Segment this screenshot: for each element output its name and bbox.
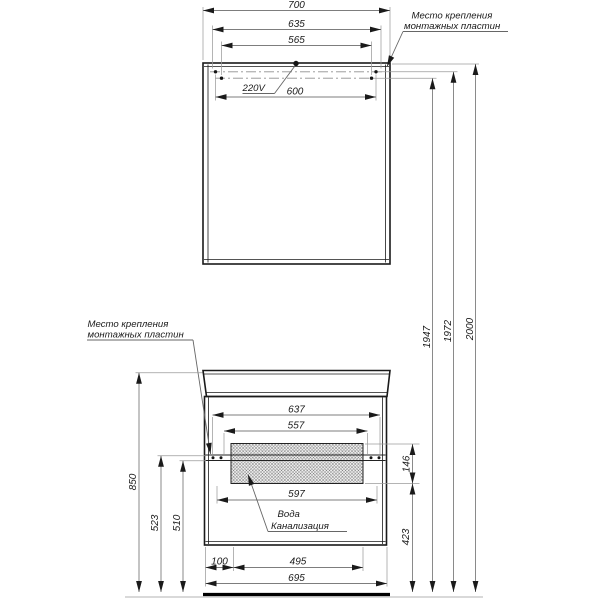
dim-text-600: 600 [286,86,304,98]
utilities-line2: Канализация [271,521,329,532]
dim-text-2000: 2000 [465,317,476,341]
power-label: 220V [242,83,265,94]
dim-text-100: 100 [211,556,228,568]
service-zone-hatch [231,444,363,484]
dim-text-557: 557 [287,420,305,432]
mounting-plates-callout-bottom [87,319,211,454]
dim-text-597: 597 [288,489,305,500]
dim-text-510: 510 [172,514,183,532]
service-zone-dimensions [365,444,420,592]
mounting-plates-bottom-line1: Место крепления [87,319,169,330]
utilities-line1: Вода [277,509,300,520]
floor [125,595,483,598]
dim-text-523: 523 [150,514,161,532]
mounting-point [214,70,217,73]
dim-text-695: 695 [288,573,305,584]
dim-text-635: 635 [288,19,305,30]
dim-text-1947: 1947 [422,325,433,349]
rail-screw-point [370,456,373,459]
dim-text-700: 700 [288,0,305,11]
callout-leader [387,32,403,67]
dim-text-495: 495 [289,556,307,568]
dim-text-565: 565 [288,35,305,46]
rail-screw-point [378,456,381,459]
mirror-dimensions [203,0,390,101]
mounting-point [220,77,223,80]
power-outlet-point [293,61,298,66]
mounting-plates-top-line1: Место крепления [411,10,493,22]
mounting-plates-bottom-line2: монтажных пластин [87,329,184,341]
mounting-plates-callout-top [387,11,508,67]
rail-screw-point [220,456,223,459]
left-height-dimensions [128,373,206,592]
dim-text-637: 637 [288,404,305,416]
mounting-point [370,77,373,80]
dim-text-850: 850 [128,473,139,491]
dim-text-146: 146 [401,455,413,473]
dim-text-423: 423 [401,528,412,546]
rail-screw-point [212,456,215,459]
dim-text-1972: 1972 [443,319,454,343]
mounting-plates-top-line2: монтажных пластин [404,21,501,32]
bottom-width-dimensions [206,547,388,587]
mounting-point [374,70,377,73]
